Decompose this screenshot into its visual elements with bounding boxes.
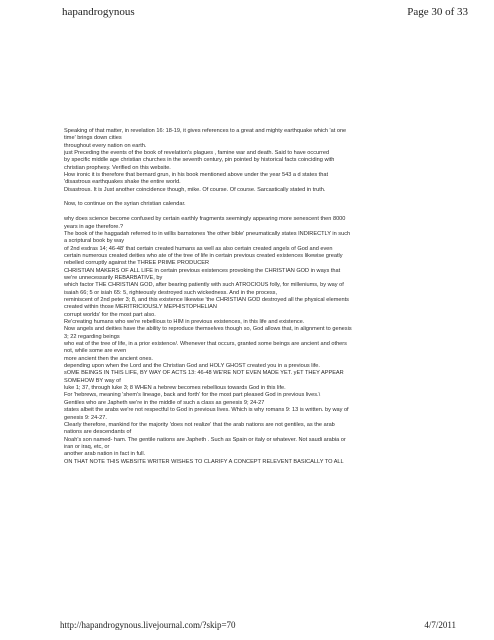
- text-line: just Preceding the events of the book of revelation's plagues , famine war and death. Said to have occurred: [64, 150, 330, 157]
- text-line: time' brings down cities: [64, 135, 122, 142]
- text-line: Gentiles who are Japheth we're in the middle of such a class as genesis 9; 24-27: [64, 399, 265, 406]
- text-line: certain numerous created deities who ate of the tree of life in certain previous created existences likewise greatly: [64, 252, 343, 259]
- text-line: states albeit the arabs we're not respectful to God in previous lives. Which is why romans 9: 13 is written. by way of: [64, 407, 349, 414]
- text-line: rebelled corruptly against the THREE PRIME PRODUCER: [64, 260, 210, 267]
- text-line: Now, to continue on the syrian christian calendar.: [64, 201, 186, 208]
- text-line: who eat of the tree of life, in a prior existence/. Whenever that occurs, granted some beings are ancient and others: [64, 341, 347, 348]
- text-line: years in age therefore.?: [64, 223, 124, 230]
- text-line: Noah's son named- ham. The gentile nations are Japheth . Such as Spain or italy or whatever. Not saudi arabia or: [64, 436, 346, 443]
- article-body: [64, 128, 468, 466]
- site-title: hapandrogynous: [62, 6, 135, 18]
- text-line: depending upon when the Lord and the Christian God and HOLY GHOST created you in a previous life.: [64, 363, 320, 370]
- text-line: sOME BEINGS IN THIS LIFE, BY WAY OF ACTS 13: 46-48 WE'RE NOT EVEN MADE YET. yET THEY APPEAR: [64, 370, 344, 377]
- text-line: reminiscent of 2nd peter 3; 8, and this existence likewise 'the CHRISTIAN GOD destroyed all the physical elements: [64, 297, 349, 303]
- text-line: CHRISTIAN MAKERS OF ALL LIFE in certain previous existences provoking the CHRISTIAN GOD in ways that: [64, 267, 341, 274]
- text-line: The book of the haggadah referred to in willis barnstones 'the other bible' pneumatically states INDIRECTLY in such: [64, 230, 351, 237]
- text-line: isaiah 66; 5 or isiah 65: 5, righteously destroyed such wickedness. And in the process,: [64, 289, 277, 296]
- print-date: 4/7/2011: [424, 620, 456, 630]
- text-line: which factor THE CHRISTIAN GOD, after bearing patiently with such ATROCIOUS folly, for milleniums, by way of: [64, 282, 344, 289]
- text-line: Speaking of that matter, in revelation 16: 18-19, it gives references to a great and mighty earthquake which 'at one: [64, 128, 347, 134]
- text-line: Clearly therefore, mankind for the majority 'does not realize' that the arab nations are not gentiles, as the arab: [64, 421, 335, 428]
- text-line: we're unnecessarily REBARBATIVE, by: [64, 274, 163, 281]
- text-line: 'disastrous earthquakes shake the entire world.: [64, 179, 181, 186]
- text-line: SOMEHOW BY way of: [64, 377, 121, 384]
- text-line: For 'hebrews, meaning 'shem's lineage, back and forth' for the most part pleased God in previous lives.\: [64, 392, 321, 399]
- text-line: not, while some are even: [64, 348, 127, 355]
- text-line: christian prophesy. Verified on this website.: [64, 164, 171, 171]
- text-line: a scriptural book by way: [64, 238, 125, 245]
- text-line: corrupt worlds' for the most part also.: [64, 311, 156, 318]
- text-line: why does science become confused by certain earthly fragments seemingly appearing more senescent then 8000: [64, 216, 346, 223]
- text-line: Disastrous. It is Just another coincidence though, mike. Of course. Of course. Sarcastically stated in truth.: [64, 186, 326, 193]
- text-line: Now angels and deities have the ability to reproduce themselves though so, God allows that, in alignment to genesis: [64, 326, 352, 333]
- text-line: another arab nation in fact in full.: [64, 451, 146, 458]
- text-line: by specific middle age christian churches in the seventh century, pin pointed by historical facts coinciding with: [64, 157, 335, 164]
- text-line: Re'creating humans who we're rebellious to HIM in previous existences, in this life and existence.: [64, 319, 305, 326]
- text-line: 3; 22 regarding beings: [64, 333, 120, 340]
- text-line: more ancient then the ancient ones.: [64, 355, 153, 362]
- text-line: of 2nd esdras 14; 46-48' that certain created humans as well as also certain created angels of God and even: [64, 245, 333, 252]
- page-number: Page 30 of 33: [407, 6, 468, 18]
- text-line: created within those MERITRICIOUSLY MEPHISTOPHELIAN: [64, 304, 217, 311]
- text-line: How ironic it is therefore that bernard grun, in his book mentioned above under the year 543 a d states that: [64, 172, 328, 179]
- text-line: iran or iraq, etc, or: [64, 443, 110, 450]
- text-line: throughout every nation on earth.: [64, 142, 147, 149]
- text-line: ON THAT NOTE THIS WEBSITE WRITER WISHES TO CLARIFY A CONCEPT RELEVENT BASICALLY TO ALL: [64, 458, 344, 465]
- text-line: genesis 9: 24-27.: [64, 414, 107, 421]
- text-line: luke 1; 37, through luke 3; 8 WHEN a hebrew becomes rebellious towards God in this life.: [64, 385, 286, 392]
- page-url: http://hapandrogynous.livejournal.com/?skip=70: [60, 620, 236, 630]
- text-line: nations are descendants of: [64, 429, 132, 436]
